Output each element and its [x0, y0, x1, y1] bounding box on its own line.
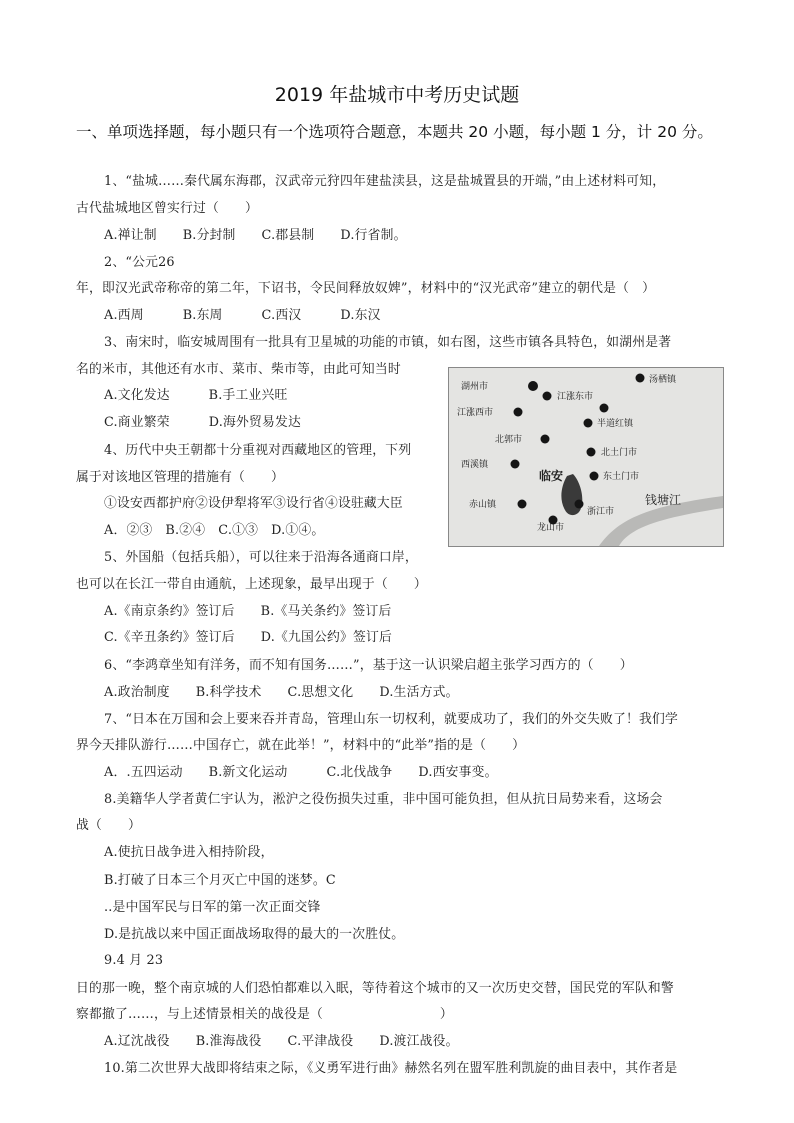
text-line: 7、“日本在万国和会上要来吞并青岛，管理山东一切权利，就要成功了，我们的外交失败了！我们学	[104, 712, 678, 727]
town-dot	[514, 408, 523, 417]
map-label-xixi: 西溪镇	[461, 460, 489, 470]
map-figure	[448, 367, 724, 547]
map-label-chishan: 赤山镇	[469, 500, 497, 510]
map-label-zhejiang: 浙江市	[587, 507, 615, 517]
text-line: C.商业繁荣 D.海外贸易发达	[104, 415, 302, 430]
town-dot	[511, 460, 520, 469]
map-label-jiangzhangxi: 江涨西市	[457, 408, 494, 418]
text-line: A.《南京条约》签订后 B.《马关条约》签订后	[104, 604, 392, 619]
text-line: 属于对该地区管理的措施有（ ）	[76, 470, 284, 485]
text-line: 名的米市，其他还有水市、菜市、柴市等，由此可知当时	[76, 362, 401, 377]
town-dot	[528, 381, 538, 391]
text-line: ..是中国军民与日军的第一次正面交锋	[104, 900, 321, 915]
text-line: 3、南宋时，临安城周围有一批具有卫星城的功能的市镇，如右图，这些市镇各具特色，如湖州是著	[104, 335, 672, 350]
text-line: 1、“盐城……秦代属东海郡，汉武帝元狩四年建盐渎县，这是盐城置县的开端，”由上述材料可知，	[104, 174, 666, 189]
text-line: A.辽沈战役 B.淮海战役 C.平津战役 D.渡江战役。	[104, 1034, 459, 1049]
text-line: 10.第二次世界大战即将结束之际，《义勇军进行曲》赫然名列在盟军胜利凯旋的曲目表中，其作者是	[104, 1061, 678, 1076]
text-line: 8.美籍华人学者黄仁宇认为，淞沪之役伤损失过重，非中国可能负担，但从抗日局势来看，这场会	[104, 792, 663, 807]
text-line: B.打破了日本三个月灭亡中国的迷梦。C	[104, 873, 336, 888]
map-label-tangqi: 汤栖镇	[649, 375, 677, 385]
map-label-jiangzhang: 江涨东市	[557, 392, 594, 402]
text-line: A.禅让制 B.分封制 C.郡县制 D.行省制。	[104, 228, 407, 243]
text-line: C.《辛丑条约》签订后 D.《九国公约》签订后	[104, 630, 393, 645]
town-dot	[636, 374, 645, 383]
text-line: 年，即汉光武帝称帝的第二年，下诏书，令民间释放奴婢”，材料中的“汉光武帝”建立的朝代是（ ）	[76, 281, 656, 296]
text-line: A.西周 B.东周 C.西汉 D.东汉	[104, 308, 381, 323]
map-label-longshan: 龙山市	[537, 523, 565, 533]
map-label-banqiao: 半道红镇	[597, 419, 634, 429]
text-line: A．②③ B.②④ C.①③ D.①④。	[104, 523, 325, 538]
map-label-beitumen: 北土门市	[601, 448, 638, 458]
town-dot	[600, 404, 609, 413]
text-line: 战（ ）	[76, 818, 141, 833]
text-line: A．.五四运动 B.新文化运动 C.北伐战争 D.西安事变。	[104, 765, 498, 780]
town-dot	[541, 435, 550, 444]
text-line: A.政治制度 B.科学技术 C.思想文化 D.生活方式。	[104, 685, 459, 700]
page-title: 2019 年盐城市中考历史试题	[274, 84, 520, 106]
text-line: 4、历代中央王朝都十分重视对西藏地区的管理，下列	[104, 443, 412, 458]
map-label-linan: 临安	[539, 469, 564, 483]
town-dot	[543, 392, 552, 401]
text-line: 界今天排队游行……中国存亡，就在此举！”，材料中的“此举”指的是（ ）	[76, 738, 526, 753]
map-label-dongtumen: 东土门市	[603, 472, 640, 482]
map-label-qiantangjiang: 钱塘江	[645, 493, 682, 507]
town-dot	[587, 448, 596, 457]
text-line: 9.4 月 23	[104, 953, 164, 968]
text-line: 古代盐城地区曾实行过（ ）	[76, 201, 258, 216]
town-dot	[518, 500, 527, 509]
map-svg	[449, 368, 723, 546]
town-dot	[590, 472, 599, 481]
town-dot	[575, 500, 584, 509]
text-line: 5、外国船（包括兵船），可以往来于沿海各通商口岸，	[104, 550, 418, 565]
section-heading: 一、单项选择题，每小题只有一个选项符合题意，本题共 20 小题，每小题 1 分，计 20 分。	[76, 123, 713, 141]
text-line: 也可以在长江一带自由通航，上述现象，最早出现于（ ）	[76, 577, 427, 592]
text-line: 察都撤了……，与上述情景相关的战役是（ ）	[76, 1007, 453, 1022]
town-dot	[584, 419, 593, 428]
text-line: A.文化发达 B.手工业兴旺	[104, 388, 288, 403]
text-line: 6、“李鸿章坐知有洋务，而不知有国务……”，基于这一认识梁启超主张学习西方的（ ）	[104, 658, 633, 673]
map-label-huzhou: 湖州市	[461, 382, 489, 392]
text-line: 2、“公元26	[104, 255, 175, 270]
map-label-beiguo: 北郭市	[495, 435, 523, 445]
text-line: 日的那一晚，整个南京城的人们恐怕都难以入眠，等待着这个城市的又一次历史交替，国民党的军队和警	[76, 981, 674, 996]
text-line: D.是抗战以来中国正面战场取得的最大的一次胜仗。	[104, 927, 405, 942]
text-line: A.使抗日战争进入相持阶段，	[104, 845, 274, 860]
text-line: ①设安西都护府②设伊犁将军③设行省④设驻藏大臣	[104, 496, 403, 511]
